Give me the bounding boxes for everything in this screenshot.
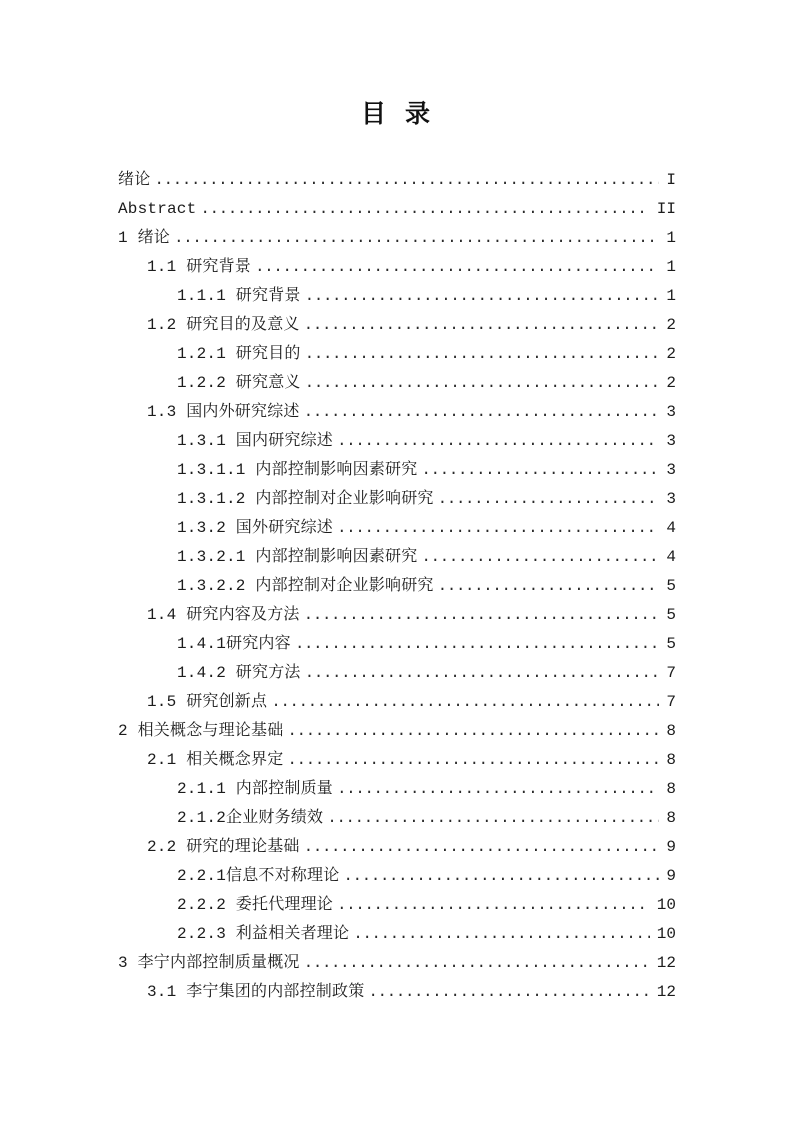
toc-entry-page: 9: [666, 867, 676, 885]
toc-entry[interactable]: [118, 166, 676, 195]
toc-entry-page: 3: [666, 461, 676, 479]
toc-leader-dots: [295, 630, 660, 659]
toc-leader-dots: [305, 340, 660, 369]
toc-entry-label: 1.2 研究目的及意义: [147, 316, 300, 334]
toc-entry[interactable]: [118, 804, 676, 833]
toc-entry-label: 1.3.2.1 内部控制影响因素研究: [177, 548, 418, 566]
toc-entry-label: 1.4 研究内容及方法: [147, 606, 300, 624]
toc-entry[interactable]: [118, 688, 676, 717]
toc-leader-dots: [271, 688, 659, 717]
toc-entry-page: 5: [666, 606, 676, 624]
toc-entry-page: I: [666, 171, 676, 189]
toc-leader-dots: [154, 166, 659, 195]
toc-entry-page: 2: [666, 345, 676, 363]
toc-entry-label: 1.3 国内外研究综述: [147, 403, 300, 421]
toc-entry-label: 1.4.2 研究方法: [177, 664, 301, 682]
toc-entry[interactable]: [118, 514, 676, 543]
toc-entry-label: 2.1.2企业财务绩效: [177, 809, 324, 827]
toc-entry-page: 8: [666, 722, 676, 740]
toc-entry[interactable]: [118, 775, 676, 804]
toc-entry-page: 9: [666, 838, 676, 856]
toc-entry-page: 1: [666, 258, 676, 276]
toc-entry[interactable]: [118, 369, 676, 398]
toc-entry-page: 4: [666, 519, 676, 537]
toc-entry-page: 3: [666, 432, 676, 450]
toc-leader-dots: [255, 253, 659, 282]
toc-entry-label: 3 李宁内部控制质量概况: [118, 954, 300, 972]
toc-leader-dots: [287, 746, 659, 775]
toc-leader-dots: [304, 601, 660, 630]
toc-leader-dots: [305, 369, 660, 398]
toc-leader-dots: [287, 717, 659, 746]
toc-leader-dots: [368, 978, 649, 1007]
toc-entry-page: 8: [666, 751, 676, 769]
toc-entry-label: 1.3.1.1 内部控制影响因素研究: [177, 461, 418, 479]
toc-leader-dots: [421, 543, 659, 572]
toc-entry-label: 1.3.1 国内研究综述: [177, 432, 334, 450]
toc-entry[interactable]: [118, 485, 676, 514]
toc-entry[interactable]: [118, 195, 676, 224]
toc-entry-label: 2.2.2 委托代理理论: [177, 896, 334, 914]
toc-leader-dots: [305, 659, 660, 688]
toc-entry-page: 3: [666, 403, 676, 421]
toc-entry[interactable]: [118, 456, 676, 485]
toc-entry-label: 1.2.1 研究目的: [177, 345, 301, 363]
page-title: 目 录: [360, 101, 432, 130]
toc-entry[interactable]: [118, 659, 676, 688]
toc-entry-page: 1: [666, 229, 676, 247]
toc-entry-label: 1.3.1.2 内部控制对企业影响研究: [177, 490, 434, 508]
toc-entry[interactable]: [118, 978, 676, 1007]
toc-entry[interactable]: [118, 920, 676, 949]
toc-entry[interactable]: [118, 601, 676, 630]
toc-entry[interactable]: [118, 572, 676, 601]
toc-entry[interactable]: [118, 282, 676, 311]
toc-entry-label: 1.3.2.2 内部控制对企业影响研究: [177, 577, 434, 595]
toc-entry-label: 2.2.3 利益相关者理论: [177, 925, 350, 943]
toc-entry[interactable]: [118, 833, 676, 862]
toc-entry-page: 5: [666, 635, 676, 653]
toc-leader-dots: [305, 282, 660, 311]
toc-entry-page: 3: [666, 490, 676, 508]
toc-leader-dots: [421, 456, 659, 485]
toc-entry[interactable]: [118, 630, 676, 659]
toc-leader-dots: [174, 224, 659, 253]
toc-leader-dots: [337, 891, 650, 920]
toc-entry-page: 8: [666, 809, 676, 827]
toc-entry-page: 2: [666, 374, 676, 392]
toc-entry-page: 7: [666, 693, 676, 711]
toc-leader-dots: [343, 862, 659, 891]
toc-entry-label: 1.1.1 研究背景: [177, 287, 301, 305]
toc-entry[interactable]: [118, 340, 676, 369]
toc-entry-label: 2.2 研究的理论基础: [147, 838, 300, 856]
toc-entry-label: 1.3.2 国外研究综述: [177, 519, 334, 537]
toc-entry-page: 5: [666, 577, 676, 595]
toc-entry[interactable]: [118, 949, 676, 978]
toc-entry[interactable]: [118, 717, 676, 746]
toc-leader-dots: [327, 804, 659, 833]
toc-entry-page: 12: [656, 983, 676, 1001]
toc-leader-dots: [337, 514, 659, 543]
toc-entry-page: 7: [666, 664, 676, 682]
toc-entry[interactable]: [118, 543, 676, 572]
toc-entry-label: 1.2.2 研究意义: [177, 374, 301, 392]
toc-leader-dots: [337, 775, 659, 804]
toc-entry-page: 1: [666, 287, 676, 305]
toc-leader-dots: [304, 311, 660, 340]
toc-leader-dots: [438, 572, 660, 601]
toc-entry-page: 4: [666, 548, 676, 566]
toc-entry-label: 绪论: [118, 171, 151, 189]
toc-leader-dots: [353, 920, 650, 949]
toc-leader-dots: [200, 195, 649, 224]
toc-entry[interactable]: [118, 862, 676, 891]
toc-list: [118, 166, 676, 1007]
toc-leader-dots: [337, 427, 659, 456]
toc-entry-label: 1 绪论: [118, 229, 171, 247]
toc-entry[interactable]: [118, 746, 676, 775]
toc-leader-dots: [304, 833, 660, 862]
toc-leader-dots: [438, 485, 660, 514]
toc-entry-label: 1.1 研究背景: [147, 258, 252, 276]
toc-entry-label: 2.2.1信息不对称理论: [177, 867, 340, 885]
toc-leader-dots: [304, 949, 650, 978]
toc-entry[interactable]: [118, 311, 676, 340]
toc-entry[interactable]: [118, 224, 676, 253]
toc-entry-page: II: [656, 200, 676, 218]
toc-entry[interactable]: [118, 427, 676, 456]
toc-leader-dots: [304, 398, 660, 427]
toc-entry-label: Abstract: [118, 200, 197, 218]
toc-entry-label: 2 相关概念与理论基础: [118, 722, 284, 740]
toc-entry-label: 2.1.1 内部控制质量: [177, 780, 334, 798]
toc-entry-label: 3.1 李宁集团的内部控制政策: [147, 983, 365, 1001]
toc-entry-page: 10: [656, 925, 676, 943]
toc-entry[interactable]: [118, 891, 676, 920]
toc-entry-page: 12: [656, 954, 676, 972]
toc-entry-page: 8: [666, 780, 676, 798]
toc-entry-page: 2: [666, 316, 676, 334]
toc-entry-page: 10: [656, 896, 676, 914]
toc-entry[interactable]: [118, 398, 676, 427]
toc-entry-label: 1.5 研究创新点: [147, 693, 268, 711]
toc-entry-label: 1.4.1研究内容: [177, 635, 291, 653]
toc-entry-label: 2.1 相关概念界定: [147, 751, 284, 769]
toc-entry[interactable]: [118, 253, 676, 282]
